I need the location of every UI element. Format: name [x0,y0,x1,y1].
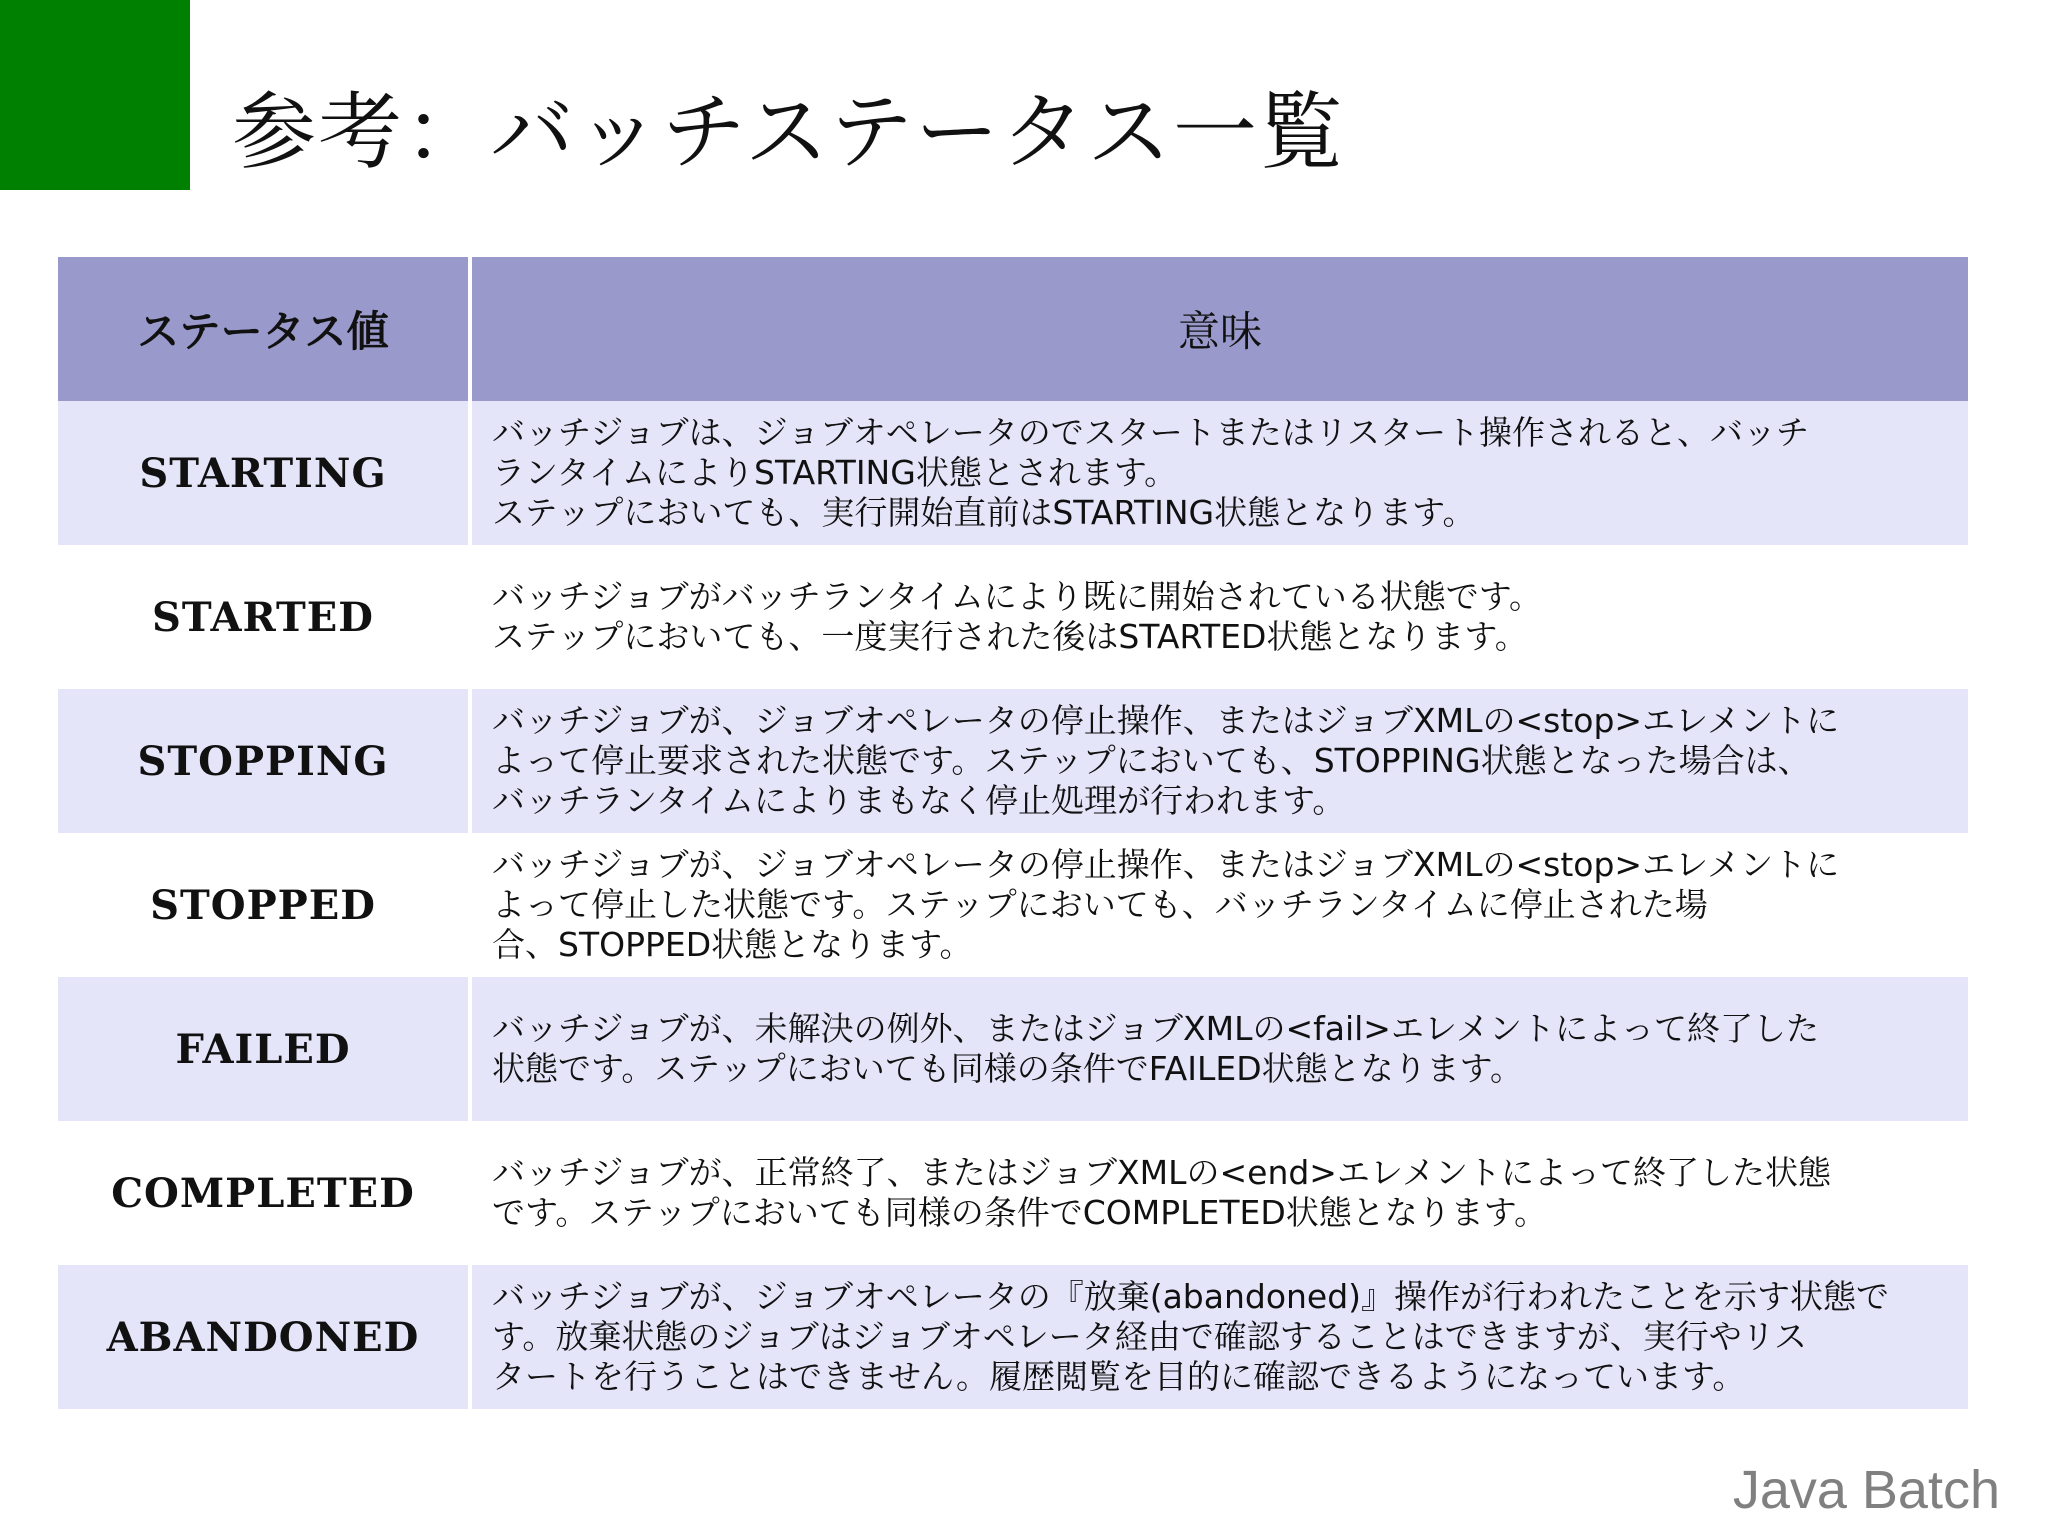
table-body [58,401,1968,1409]
meaning-line: ステップにおいても、実行開始直前はSTARTING状態となります。 [492,493,1476,532]
table-row [58,689,1968,833]
meaning-cell [472,1121,1968,1265]
meaning-line: バッチランタイムによりまもなく停止処理が行われます。 [492,781,1346,820]
header-meaning: 意味 [472,257,1968,401]
meaning-cell [472,833,1968,977]
meaning-line: ランタイムによりSTARTING状態とされます。 [492,453,1178,492]
status-value-cell: STOPPED [58,833,472,977]
meaning-line: よって停止した状態です。ステップにおいても、バッチランタイムに停止された場 [492,885,1708,924]
table-header-row [58,257,1968,401]
status-value-cell: STARTED [58,545,472,689]
meaning-line: ステップにおいても、一度実行された後はSTARTED状態となります。 [492,617,1528,656]
green-accent-block [0,0,190,190]
table-row [58,977,1968,1121]
meaning-line: バッチジョブが、ジョブオペレータの停止操作、またはジョブXMLの<stop>エレメントに [492,701,1840,740]
meaning-cell [472,689,1968,833]
meaning-line: バッチジョブがバッチランタイムにより既に開始されている状態です。 [492,577,1543,616]
table-row [58,833,1968,977]
meaning-line: 合、STOPPED状態となります。 [492,925,973,964]
table-row [58,1121,1968,1265]
meaning-line: 状態です。ステップにおいても同様の条件でFAILED状態となります。 [492,1049,1523,1088]
meaning-line: バッチジョブが、正常終了、またはジョブXMLの<end>エレメントによって終了した状態 [492,1153,1831,1192]
slide-title: 参考：バッチステータス一覧 [232,83,1345,181]
meaning-line: バッチジョブが、ジョブオペレータの『放棄(abandoned)』操作が行われたことを示す状態で [492,1277,1890,1316]
meaning-line: バッチジョブが、ジョブオペレータの停止操作、またはジョブXMLの<stop>エレメントに [492,845,1840,884]
status-value-cell: COMPLETED [58,1121,472,1265]
header-status-value: ステータス値 [58,257,472,401]
meaning-line: です。ステップにおいても同様の条件でCOMPLETED状態となります。 [492,1193,1548,1232]
meaning-line: バッチジョブが、未解決の例外、またはジョブXMLの<fail>エレメントによって終了した [492,1009,1819,1048]
meaning-cell [472,1265,1968,1409]
footer-brand: Java Batch [1732,1460,2000,1520]
status-table [58,257,1968,1409]
status-value-cell: STOPPING [58,689,472,833]
meaning-cell [472,401,1968,545]
meaning-cell [472,545,1968,689]
status-value-cell: ABANDONED [58,1265,472,1409]
table-row [58,545,1968,689]
table-row [58,401,1968,545]
meaning-line: す。放棄状態のジョブはジョブオペレータ経由で確認することはできますが、実行やリス [492,1317,1808,1356]
meaning-cell [472,977,1968,1121]
meaning-line: よって停止要求された状態です。ステップにおいても、STOPPING状態となった場合は、 [492,741,1811,780]
meaning-line: タートを行うことはできません。履歴閲覧を目的に確認できるようになっています。 [492,1357,1746,1396]
status-value-cell: STARTING [58,401,472,545]
meaning-line: バッチジョブは、ジョブオペレータのでスタートまたはリスタート操作されると、バッチ [492,413,1810,452]
table-row [58,1265,1968,1409]
status-value-cell: FAILED [58,977,472,1121]
